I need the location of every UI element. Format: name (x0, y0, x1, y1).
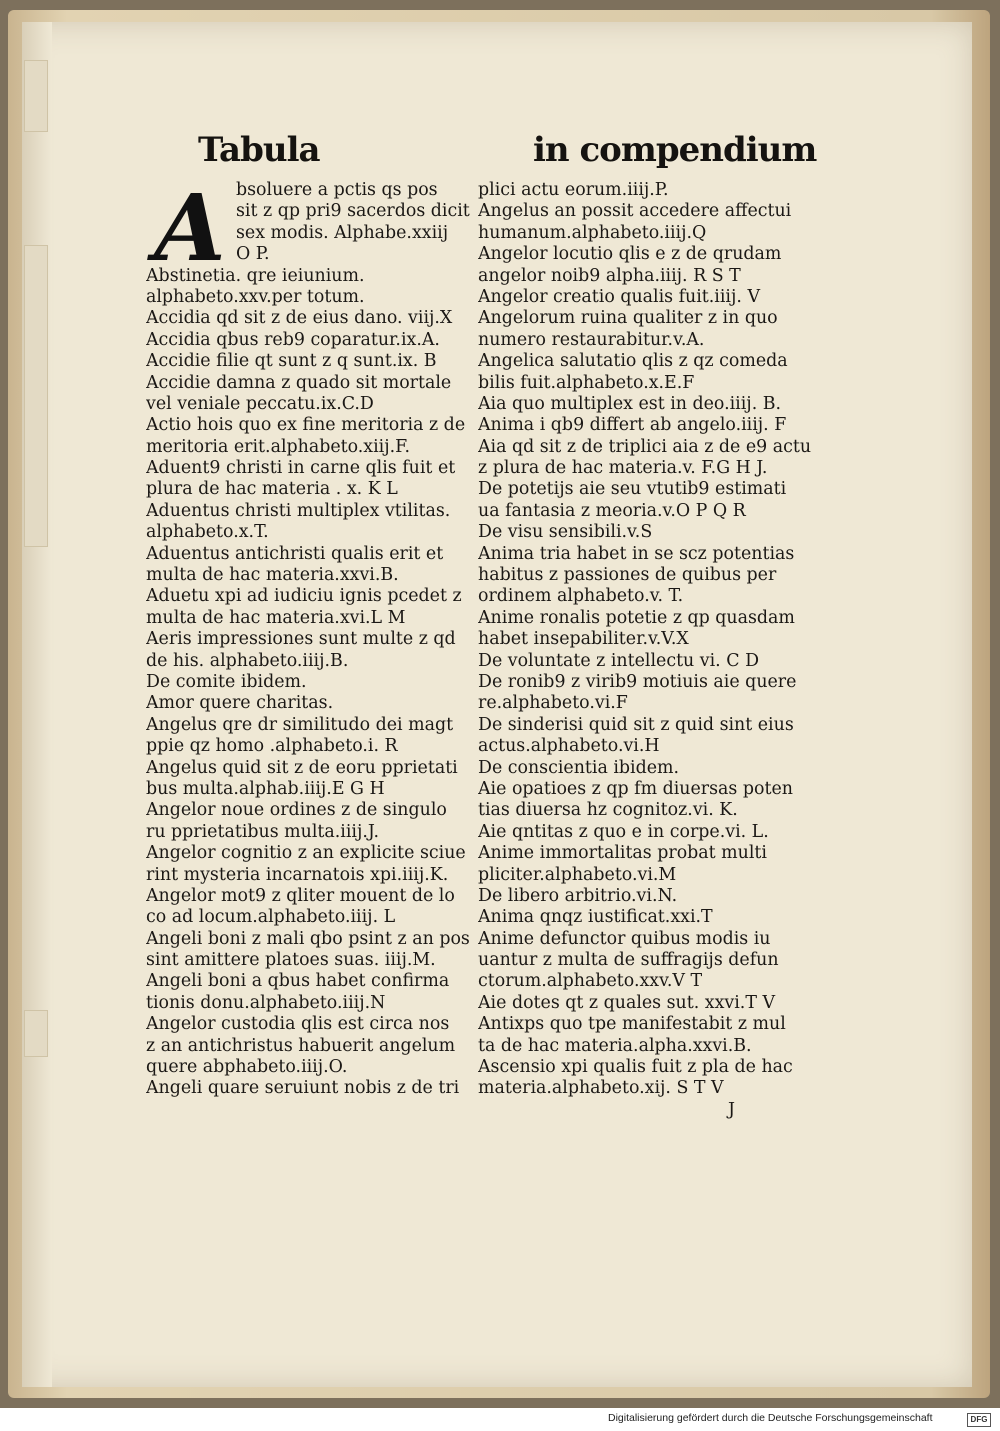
index-entry-line: De sinderisi quid sit z quid sint eius (478, 714, 794, 735)
index-entry-line: sex modis. Alphabe.xxiij (236, 222, 449, 243)
index-entry-line: Accidia qbus reb9 coparatur.ix.A. (146, 329, 440, 350)
index-entry-line: ru pprietatibus multa.iiij.J. (146, 821, 380, 842)
index-entry-line: De voluntate z intellectu vi. C D (478, 650, 760, 671)
index-entry-line: habet insepabiliter.v.V.X (478, 629, 689, 650)
index-entry-line: sit z qp pri9 sacerdos dicit (236, 201, 470, 222)
index-entry-line: Accidia qd sit z de eius dano. viij.X (146, 308, 453, 329)
index-entry-line: Angelor creatio qualis fuit.iiij. V (478, 286, 761, 307)
index-entry-line: quere abphabeto.iiij.O. (146, 1057, 348, 1078)
index-entry-line: actus.alphabeto.vi.H (478, 736, 660, 757)
index-entry-line: ua fantasia z meoria.v.O P Q R (478, 500, 746, 521)
index-entry-line: de his. alphabeto.iiij.B. (146, 650, 349, 671)
index-entry-line: habitus z passiones de quibus per (478, 565, 777, 586)
index-entry-line: Aduentus christi multiplex vtilitas. (146, 500, 451, 521)
index-entry-line: z plura de hac materia.v. F.G H J. (478, 458, 768, 479)
index-entry-line: rint mysteria incarnatois xpi.iiij.K. (146, 864, 449, 885)
index-entry-line: Angelus quid sit z de eoru pprietati (146, 757, 458, 778)
index-entry-line: ctorum.alphabeto.xxv.V T (478, 971, 703, 992)
index-entry-line: re.alphabeto.vi.F (478, 693, 628, 714)
index-entry-line: Aduetu xpi ad iudiciu ignis pcedet z (146, 586, 462, 607)
index-entry-line: Antixps quo tpe manifestabit z mul (478, 1014, 786, 1035)
index-entry-line: De ronib9 z virib9 motiuis aie quere (478, 671, 797, 692)
index-entry-line: humanum.alphabeto.iiij.Q (478, 222, 707, 243)
index-entry-line: Abstinetia. qre ieiunium. (146, 265, 365, 286)
index-entry-line: meritoria erit.alphabeto.xiij.F. (146, 436, 411, 457)
index-entry-line: plura de hac materia . x. K L (146, 479, 398, 500)
index-entry-line: Accidie damna z quado sit mortale (146, 372, 452, 393)
index-entry-line: Angelorum ruina qualiter z in quo (478, 308, 778, 329)
index-entry-line: Anime immortalitas probat multi (478, 843, 767, 864)
index-entry-line: De potetijs aie seu vtutib9 estimati (478, 479, 787, 500)
index-entry-line: vel veniale peccatu.ix.C.D (146, 393, 374, 414)
index-entry-line: De comite ibidem. (146, 671, 307, 692)
repair-tape (24, 245, 48, 547)
index-entry-line: Angelor cognitio z an explicite sciue (146, 843, 466, 864)
index-entry-line: alphabeto.xxv.per totum. (146, 286, 365, 307)
decorated-initial: A (154, 174, 226, 282)
index-entry-line: Angelor noue ordines z de singulo (146, 800, 447, 821)
index-entry-line: Aduentus antichristi qualis erit et (146, 543, 444, 564)
index-entry-line: numero restaurabitur.v.A. (478, 329, 705, 350)
index-entry-line: Angelus qre dr similitudo dei magt (146, 714, 454, 735)
index-entry-line: O P. (236, 244, 270, 265)
repair-tape (24, 60, 48, 132)
index-entry-line: multa de hac materia.xxvi.B. (146, 565, 399, 586)
index-entry-line: Amor quere charitas. (146, 693, 334, 714)
index-entry-line: Accidie filie qt sunt z q sunt.ix. B (146, 351, 437, 372)
index-entry-line: multa de hac materia.xvi.L M (146, 607, 406, 628)
digitization-credit: Digitalisierung gefördert durch die Deutsche Forschungsgemeinschaft (608, 1412, 933, 1424)
index-entry-line: plici actu eorum.iiij.P. (478, 180, 669, 200)
index-entry-line: tionis donu.alphabeto.iiij.N (146, 992, 386, 1013)
index-entry-line: Anime ronalis potetie z qp quasdam (478, 607, 795, 628)
index-entry-line: Anime defunctor quibus modis iu (478, 928, 771, 949)
index-column-left (146, 174, 470, 1100)
index-entry-line: Anima qnqz iustificat.xxi.T (478, 907, 713, 928)
index-entry-line: De libero arbitrio.vi.N. (478, 885, 678, 906)
index-entry-line: J (728, 1099, 735, 1120)
heading-right: in compendium (533, 130, 817, 170)
index-entry-line: materia.alphabeto.xij. S T V (478, 1078, 724, 1099)
dfg-logo: DFG (967, 1413, 991, 1427)
index-entry-line: Anima i qb9 differt ab angelo.iiij. F (478, 415, 787, 436)
index-entry-line: tias diuersa hz cognitoz.vi. K. (478, 800, 738, 821)
index-entry-line: Aeris impressiones sunt multe z qd (146, 629, 456, 650)
index-entry-line: sint amittere platoes suas. iiij.M. (146, 950, 436, 971)
index-entry-line: Aie dotes qt z quales sut. xxvi.T V (478, 992, 776, 1013)
index-entry-line: Anima tria habet in se scz potentias (478, 543, 795, 564)
index-entry-line: Aia qd sit z de triplici aia z de e9 actu (478, 436, 812, 457)
index-entry-line: angelor noib9 alpha.iiij. R S T (478, 265, 741, 286)
heading-left: Tabula (198, 130, 320, 170)
index-entry-line: co ad locum.alphabeto.iiij. L (146, 907, 396, 928)
index-entry-line: bus multa.alphab.iiij.E G H (146, 778, 385, 799)
index-entry-line: Angeli boni a qbus habet confirma (146, 971, 450, 992)
index-entry-line: uantur z multa de suffragijs defun (478, 950, 779, 971)
index-entry-line: Angelor custodia qlis est circa nos (146, 1014, 450, 1035)
index-entry-line: Ascensio xpi qualis fuit z pla de hac (478, 1057, 793, 1078)
index-entry-line: bsoluere a pctis qs pos (236, 180, 438, 200)
index-entry-line: Aduent9 christi in carne qlis fuit et (146, 458, 456, 479)
index-entry-line: De visu sensibili.v.S (478, 522, 653, 543)
index-entry-line: pliciter.alphabeto.vi.M (478, 864, 677, 885)
index-entry-line: Angelor locutio qlis e z de qrudam (478, 244, 782, 265)
index-entry-line: alphabeto.x.T. (146, 522, 269, 543)
index-entry-line: bilis fuit.alphabeto.x.E.F (478, 372, 695, 393)
index-entry-line: Actio hois quo ex fine meritoria z de (146, 415, 466, 436)
index-entry-line: Aie opatioes z qp fm diuersas poten (478, 778, 793, 799)
index-entry-line: Aia quo multiplex est in deo.iiij. B. (478, 393, 782, 414)
index-column-right (478, 180, 811, 1121)
index-entry-line: Aie qntitas z quo e in corpe.vi. L. (478, 821, 769, 842)
index-entry-line: Angelus an possit accedere affectui (478, 201, 792, 222)
index-entry-line: De conscientia ibidem. (478, 757, 680, 778)
repair-tape (24, 1010, 48, 1057)
index-entry-line: Angelica salutatio qlis z qz comeda (478, 351, 788, 372)
index-entry-line: Angeli boni z mali qbo psint z an pos (146, 928, 470, 949)
page-gutter (22, 22, 52, 1387)
index-entry-line: ppie qz homo .alphabeto.i. R (146, 736, 398, 757)
index-entry-line: Angelor mot9 z qliter mouent de lo (146, 885, 455, 906)
index-entry-line: z an antichristus habuerit angelum (146, 1035, 456, 1056)
index-entry-line: ta de hac materia.alpha.xxvi.B. (478, 1035, 752, 1056)
index-entry-line: Angeli quare seruiunt nobis z de tri (146, 1078, 460, 1099)
index-entry-line: ordinem alphabeto.v. T. (478, 586, 684, 607)
